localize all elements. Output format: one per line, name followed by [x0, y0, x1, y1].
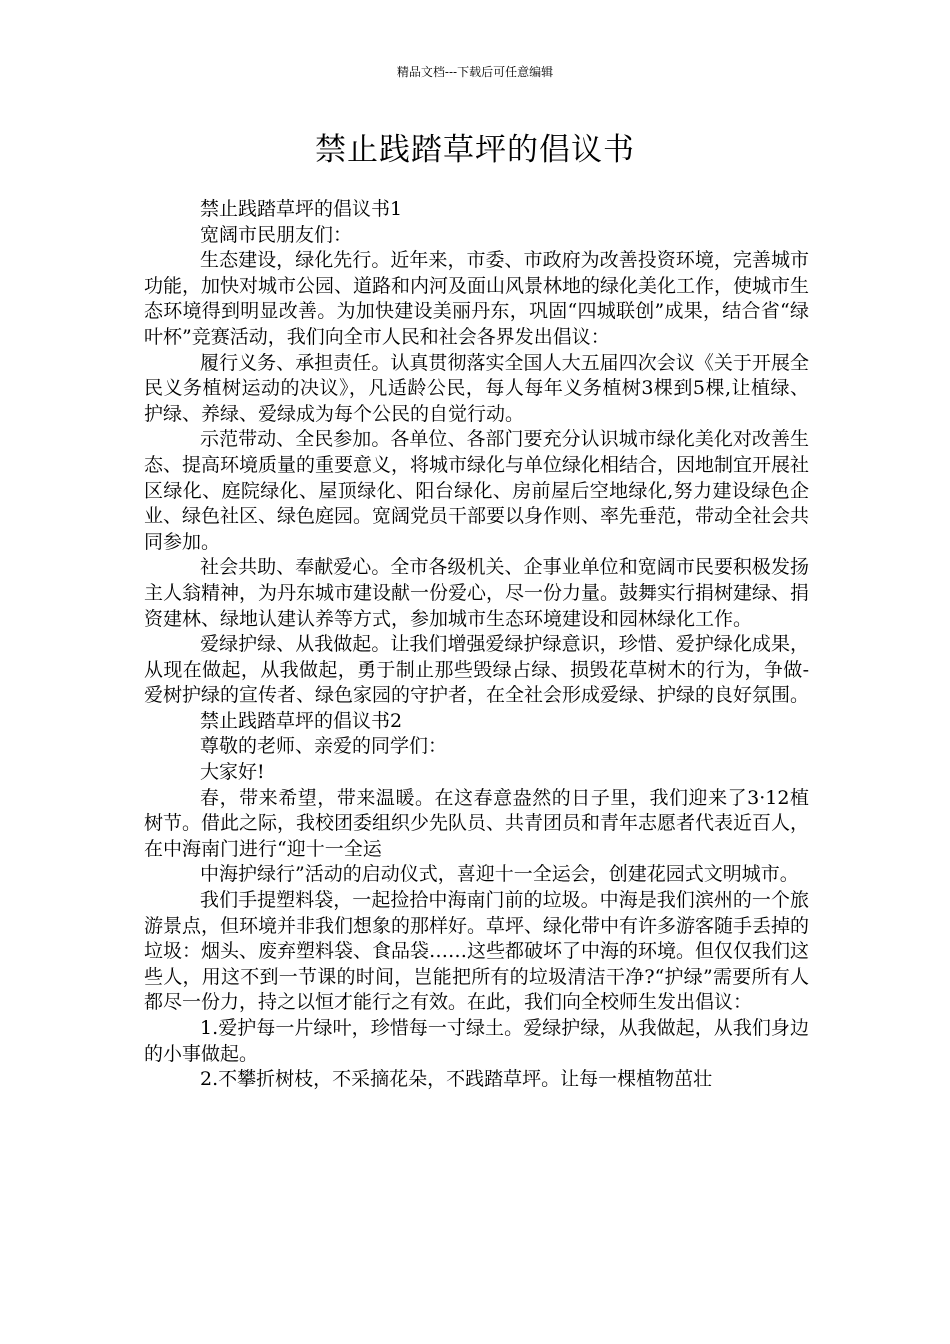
document-body [144, 197, 809, 1093]
paragraph: 春，带来希望，带来温暖。在这春意盎然的日子里，我们迎来了3·12植树节。借此之际，我校团委组织少先队员、共青团员和青年志愿者代表近百人，在中海南门进行“迎十一全运 [144, 786, 810, 860]
paragraph: 示范带动、全民参加。各单位、各部门要充分认识城市绿化美化对改善生态、提高环境质量的重要意义，将城市绿化与单位绿化相结合，因地制宜开展社区绿化、庭院绿化、屋顶绿化、阳台绿化、房前屋后空地绿化,努力建设绿色企业、绿色社区、绿色庭园。宽阔党员干部要以身作则、率先垂范，带动全社会共同参加。 [144, 428, 810, 553]
salutation-2: 尊敬的老师、亲爱的同学们： [200, 735, 448, 758]
paragraph: 我们手提塑料袋，一起捡拾中海南门前的垃圾。中海是我们滨州的一个旅游景点，但环境并非我们想象的那样好。草坪、绿化带中有许多游客随手丢掉的垃圾：烟头、废弃塑料袋、食品袋……这些都破坏了中海的环境。但仅仅我们这些人，用这不到一节课的时间，岂能把所有的垃圾清洁干净?“护绿”需要所有人都尽一份力，持之以恒才能行之有效。在此，我们向全校师生发出倡议： [144, 889, 810, 1014]
page-header: 精品文档---下载后可任意编辑 [396, 65, 554, 79]
document-title: 禁止践踏草坪的倡议书 [315, 132, 635, 168]
greeting: 大家好! [200, 761, 265, 784]
paragraph: 生态建设，绿化先行。近年来，市委、市政府为改善投资环境，完善城市功能，加快对城市公园、道路和内河及面山风景林地的绿化美化工作，使城市生态环境得到明显改善。为加快建设美丽丹东，巩固“四城联创”成果，结合省“绿叶杯”竞赛活动，我们向全市人民和社会各界发出倡议： [144, 249, 810, 348]
paragraph: 履行义务、承担责任。认真贯彻落实全国人大五届四次会议《关于开展全民义务植树运动的决议》，凡适龄公民，每人每年义务植树3棵到5棵,让植绿、护绿、养绿、爱绿成为每个公民的自觉行动。 [144, 351, 809, 425]
paragraph: 爱绿护绿、从我做起。让我们增强爱绿护绿意识，珍惜、爱护绿化成果，从现在做起，从我做起，勇于制止那些毁绿占绿、损毁花草树木的行为，争做-爱树护绿的宣传者、绿色家园的守护者，在全社会形成爱绿、护绿的良好氛围。 [144, 633, 810, 707]
paragraph: 社会共助、奉献爱心。全市各级机关、企事业单位和宽阔市民要积极发扬主人翁精神，为丹东城市建设献一份爱心，尽一份力量。鼓舞实行捐树建绿、捐资建林、绿地认建认养等方式，参加城市生态环境建设和园林绿化工作。 [144, 556, 810, 630]
paragraph: 中海护绿行”活动的启动仪式，喜迎十一全运会，创建花园式文明城市。 [200, 863, 799, 886]
list-item: 1.爱护每一片绿叶，珍惜每一寸绿土。爱绿护绿，从我做起，从我们身边的小事做起。 [144, 1017, 809, 1065]
section-heading-2: 禁止践踏草坪的倡议书2 [200, 709, 403, 732]
salutation-1: 宽阔市民朋友们： [200, 223, 353, 246]
list-item: 2.不攀折树枝，不采摘花朵，不践踏草坪。让每一棵植物茁壮 [200, 1068, 713, 1091]
section-heading-1: 禁止践踏草坪的倡议书1 [200, 198, 403, 220]
